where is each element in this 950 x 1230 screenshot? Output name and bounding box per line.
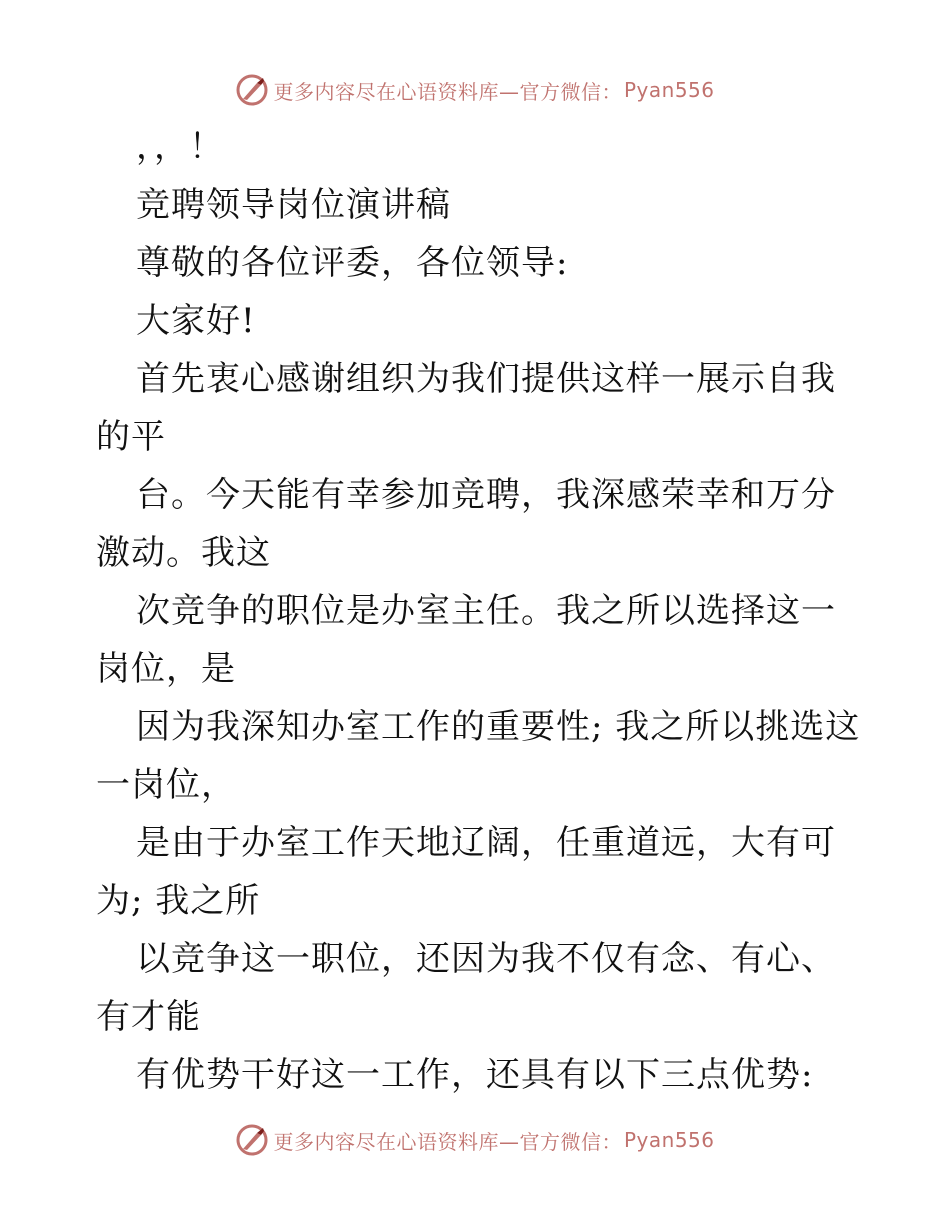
paragraph: 台。今天能有幸参加竞聘，我深感荣幸和万分激动。我这 [96, 475, 836, 573]
watermark-text: 更多内容尽在心语资料库—官方微信： [273, 1129, 622, 1154]
watermark-id: Pyan556 [623, 78, 715, 102]
footer-watermark [0, 1120, 950, 1160]
header-watermark [0, 70, 950, 110]
paragraph: 以竞争这一职位，还因为我不仅有念、有心、有才能 [96, 939, 836, 1037]
paragraph: 首先衷心感谢组织为我们提供这样一展示自我的平 [96, 359, 836, 457]
watermark-id: Pyan556 [623, 1128, 715, 1152]
paragraph: ，，！ [136, 127, 224, 167]
document-body [96, 118, 866, 1104]
paragraph: 次竞争的职位是办室主任。我之所以选择这一岗位，是 [96, 591, 836, 689]
document-title: 竞聘领导岗位演讲稿 [136, 185, 451, 225]
paragraph: 是由于办室工作天地辽阔，任重道远，大有可为; 我之所 [96, 823, 836, 921]
watermark-text: 更多内容尽在心语资料库—官方微信： [273, 79, 622, 104]
paragraph: 大家好! [136, 301, 256, 341]
quill-logo-icon [235, 73, 269, 107]
paragraph: 有优势干好这一工作，还具有以下三点优势: [136, 1055, 814, 1095]
paragraph: 尊敬的各位评委，各位领导: [136, 243, 569, 283]
paragraph: 因为我深知办室工作的重要性; 我之所以挑选这一岗位， [96, 707, 861, 805]
quill-logo-icon [235, 1123, 269, 1157]
